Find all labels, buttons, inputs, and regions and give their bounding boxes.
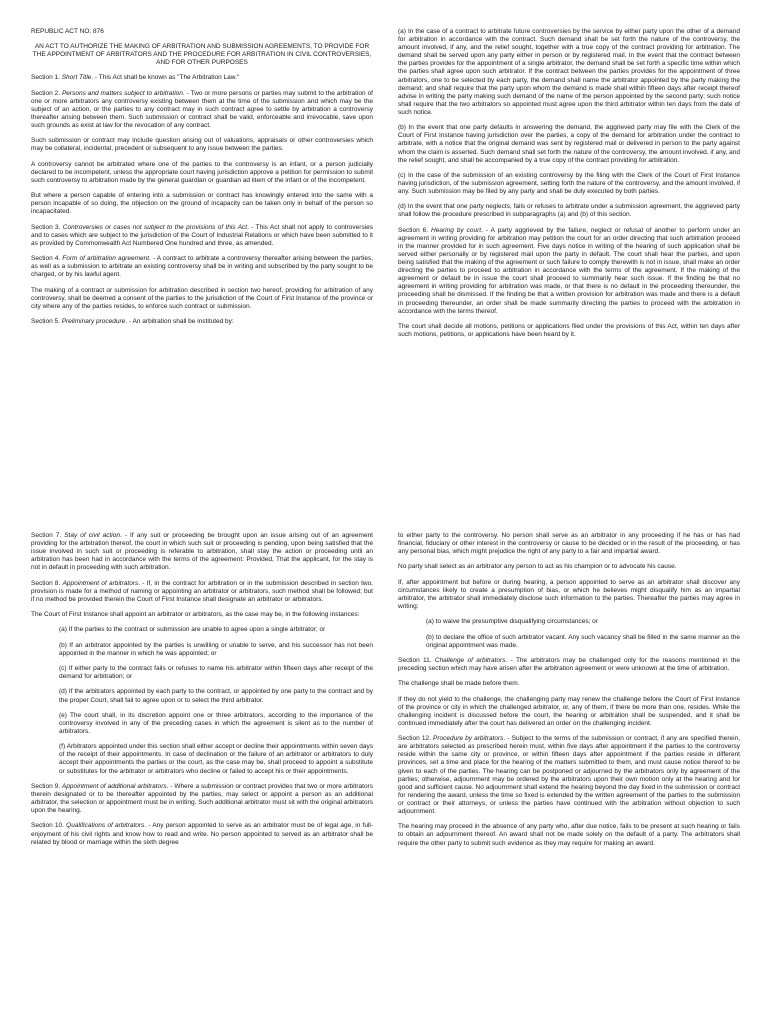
- section-number: Section 5.: [31, 318, 62, 326]
- section-heading: Hearing by court: [431, 226, 482, 234]
- text-paragraph: [59, 626, 373, 634]
- paragraph-text: . - A party aggrieved by the failure, neglect or refusal of another to perform under an agreement in writing providing for arbitration may petition the court for an order directing that such arbitration proceed in the manner provided for in such agreement. Five days notice in writing of the hearing of such application shall be served either personally or by registered mail upon the party in default. The court shall hear the parties, and upon being satisfied that the making of the agreement or such failure to comply therewith is not in issue, shall make an order directing the parties to proceed to arbitration in accordance with the terms of the agreement. If the making of the agreement or default be in issue the court shall proceed to summarily hear such issue. If the finding be that no agreement in writing providing for arbitration was made, or that there is no default in the proceeding thereunder, the proceeding shall be dismissed. If the finding be that a written provision for arbitration was made and there is a default in proceeding thereunder, an order shall be made summarily directing the parties to proceed with the arbitration in accordance with the terms thereof.: [398, 226, 740, 315]
- text-paragraph: [59, 688, 373, 704]
- section-heading: Appointment of arbitrators: [62, 579, 139, 587]
- paragraph-text: (b) to declare the office of such arbitrator vacant. Any such vacancy shall be filled in the same manner as the original appointment was made.: [426, 633, 740, 649]
- document-page-1: [0, 0, 768, 500]
- paragraph-text: (f) Arbitrators appointed under this section shall either accept or decline their appointments within seven days of the receipt of their appointments. In case of declination or the failure of an arbitrator or arbitrators to duly accept their appointments the parties or the court, as the case may be, shall proceed to appoint a substitute or substitutes for the arbitrator or arbitrators who decline or failed to accept his or their appointments.: [59, 743, 373, 775]
- text-paragraph: [398, 124, 740, 164]
- paragraph-text: . - This Act shall not apply to controversies and to cases which are subject to the jurisdiction of the Court of Industrial Relations or which have been submitted to it as provided by Commonwealth Act Numbered One hundred and three, as amended.: [31, 223, 373, 247]
- page1-right-column: [398, 28, 740, 346]
- text-paragraph: [398, 172, 740, 196]
- section-number: Section 11.: [398, 656, 435, 664]
- paragraph-text: (a) to waive the presumptive disqualifying circumstances; or: [426, 618, 598, 626]
- text-paragraph: [31, 137, 373, 153]
- section-heading: Procedure by arbitrators: [433, 735, 504, 743]
- paragraph-text: . - Any person appointed to serve as an arbitrator must be of legal age, in full-enjoyment of his civil rights and know how to read and write. No person appointed to served as an arbitrator shall be related by blood or marriage within the sixth degree: [31, 822, 374, 846]
- section-number: Section 8.: [31, 579, 63, 587]
- section-paragraph: [398, 657, 740, 673]
- paragraph-text: (c) In the case of the submission of an existing controversy by the filing with the Clerk of the Court of First Instance having jurisdiction, of the submission agreement, setting forth the nature of the controversy, and the amount involved, if any. Such submission may be filed by any party and shall be duly executed by both parties.: [398, 171, 740, 196]
- section-heading: Challenge of arbitrators: [434, 656, 506, 664]
- paragraph-text: (d) If the arbitrators appointed by each party to the contract, or appointed by one party to the contract and by the proper Court, shall fail to agree upon or to select the third arbitrator.: [59, 688, 373, 704]
- paragraph-text: (b) In the event that one party defaults in answering the demand, the aggrieved party may file with the Clerk of the Court of First Instance having jurisdiction over the parties, a copy of the demand for arbitration under the contract to arbitrate, with a notice that the original demand was sent by registered mail or delivered in person to the party against whom the claim is asserted. Such demand shall set forth the nature of the controversy, the amount involved, if any, and the relief sought, and shall be accompanied by a true copy of the contract providing for arbitration.: [398, 124, 740, 164]
- text-paragraph: [398, 28, 740, 117]
- paragraph-text: (a) In the case of a contract to arbitrate future controversies by the service by either party upon the other of a demand for arbitration in accordance with the contract. Such demand shall be set forth the nature of the controversy, the amount involved, if any, and the relief sought, together with a true copy of the contract providing for arbitration. The demand shall be served upon any party either in person or by registered mail. In the event that the contract between the parties provides for the appointment of a single arbitrator, the demand shall be set forth a specific time within which the parties shall agree upon such arbitrator. If the contract between the parties provides for the appointment of three arbitrators, one to be selected by each party, the demand shall name the arbitrator appointed by the party making the demand; and shall require that the party upon whom the demand is made shall within fifteen days after receipt thereof advise in writing the party making such demand of the name of the person appointed by the second party; such notice shall require that the two arbitrators so appointed must agree upon the third arbitrator within ten days from the date of such notice.: [398, 28, 740, 116]
- paragraph-text: . - If any suit or proceeding be brought upon an issue arising out of an agreement providing for the arbitration thereof, the court in which such suit or proceeding is pending, upon being satisfied that the issue involved in such suit or proceeding is referable to arbitration, shall stay the action or proceeding until an arbitration has been had in accordance with the terms of the agreement: Provided, That the applicant, for the stay is not in default in proceeding with such arbitration.: [31, 532, 373, 572]
- text-paragraph: [398, 680, 740, 688]
- page2-left-column: [31, 532, 373, 854]
- section-heading: Stay of civil action: [64, 532, 120, 539]
- section-heading: Qualifications of arbitrators: [66, 822, 145, 830]
- section-heading: Persons and matters subject to arbitration: [61, 89, 183, 97]
- text-paragraph: [59, 743, 373, 775]
- paragraph-text: . - If, in the contract for arbitration or in the submission described in section two, provision is made for a method of naming or appointing an arbitrator or arbitrators, such method shall be followed; but if no method be provided therein the Court of First Instance shall designate an arbitrator or arbitrators.: [31, 579, 373, 603]
- paragraph-text: The court shall decide all motions, petitions or applications filed under the provisions of this Act, within ten days after such motions, petitions, or applications have been heard by it.: [398, 322, 740, 339]
- text-paragraph: [426, 634, 740, 650]
- text-paragraph: [59, 642, 373, 658]
- section-paragraph: [398, 227, 740, 316]
- text-paragraph: [59, 712, 373, 736]
- paragraph-text: (d) In the event that one party neglects, fails or refuses to arbitrate under a submission agreement, the aggrieved party shall follow the procedure prescribed in subparagraphs (a) and (b) of this section.: [398, 203, 740, 219]
- text-paragraph: [398, 203, 740, 219]
- section-number: Section 1.: [31, 74, 62, 82]
- paragraph-text: The challenge shall be made before them.: [398, 680, 520, 688]
- page2-right-paragraphs: [398, 532, 740, 848]
- act-title: AN ACT TO AUTHORIZE THE MAKING OF ARBITRATION AND SUBMISSION AGREEMENTS, TO PROVIDE FOR THE APPOINTMENT OF ARBITRATORS AND THE PROCEDURE FOR ARBITRATION IN CIVIL CONTROVERSIES, AND FOR OTHER PURPOSES: [32, 43, 372, 67]
- paragraph-text: A controversy cannot be arbitrated where one of the parties to the controversy is an infant, or a person judicially declared to be incompetent, unless the appropriate court having jurisdiction approve a petition for permission to submit such controversy to arbitration made by the general guardian or guardian ad litem of the infant or of the incompetent.: [31, 160, 373, 184]
- page1-left-paragraphs: [31, 74, 373, 326]
- paragraph-text: . - Where a submission or contract provides that two or more arbitrators therein designated or to be thereafter appointed by the parties, may select or appoint a person as an additional arbitrator, the selection or appointment must be in writing. Such additional arbitrator must sit with the original arbitrators upon the hearing.: [31, 782, 373, 815]
- paragraph-text: (e) The court shall, in its discretion appoint one or three arbitrators, according to the importance of the controversy involved in any of the preceding cases in which the agreement is silent as to the number of arbitrators.: [59, 711, 373, 735]
- page2-left-paragraphs: [31, 532, 373, 847]
- text-paragraph: [398, 532, 740, 556]
- text-paragraph: [398, 579, 740, 611]
- section-heading: Controversies or cases not subject to the provisions of this Act: [62, 223, 248, 231]
- section-paragraph: [31, 532, 373, 572]
- page2-right-column: [398, 532, 740, 855]
- section-number: Section 9.: [31, 782, 62, 790]
- paragraph-text: No party shall select as an arbitrator any person to act as his champion or to advocate his cause.: [398, 563, 677, 571]
- paragraph-text: The Court of First Instance shall appoint an arbitrator or arbitrators, as the case may be, in the following instances:: [31, 611, 360, 619]
- paragraph-text: The making of a contract or submission for arbitration described in section two hereof, providing for arbitration of any controversy, shall be deemed a consent of the parties to the jurisdiction of the Court of First Instance of the province or city where any of the parties resides, to enforce such contract or submission.: [31, 286, 373, 310]
- text-paragraph: [398, 696, 740, 728]
- text-paragraph: [31, 192, 373, 216]
- section-paragraph: [31, 783, 373, 815]
- section-heading: Appointment of additional arbitrators: [61, 782, 167, 790]
- text-paragraph: [31, 611, 373, 619]
- paragraph-text: (c) If either party to the contract fails or refuses to name his arbitrator within fifteen days after receipt of the demand for arbitration; or: [59, 665, 373, 681]
- section-paragraph: [31, 74, 373, 82]
- section-number: Section 10.: [31, 822, 67, 830]
- section-paragraph: [31, 822, 373, 846]
- paragraph-text: to either party to the controversy. No person shall serve as an arbitrator in any proceeding if he has or has had financial, fiduciary or other interest in the controversy or cause to be decided or in the result of the proceeding, or has any personal bias, which might prejudice the right of any party to a fair and impartial award.: [398, 532, 740, 556]
- paragraph-text: . - Subject to the terms of the submission or contract, if any are specified therein, are arbitrators selected as prescribed herein must, within five days after appointment if the parties to the controversy reside within the same city or province, or within fifteen days after appointment if the parties reside in different provinces, set a time and place for the hearing of the matters submitted to them, and must cause notice thereof to be given to each of the parties. The hearing can be postponed or adjourned by the arbitrators only by agreement of the parties; otherwise, adjournment may be ordered by the arbitrators upon their own motion only at the hearing and for good and sufficient cause. No adjournment shall extend the hearing beyond the day fixed in the submission or contract for rendering the award, unless the time so fixed is extended by the written agreement of the parties to the submission or contract or their attorneys, or unless the parties have continued with the arbitration without objection to such adjournment.: [398, 735, 740, 816]
- text-paragraph: [31, 287, 373, 311]
- paragraph-text: . - This Act shall be known as "The Arbitration Law.": [91, 74, 240, 82]
- text-paragraph: [59, 665, 373, 681]
- section-paragraph: [31, 580, 373, 604]
- paragraph-text: (b) If an arbitrator appointed by the parties is unwilling or unable to serve, and his successor has not been appointed in the manner in which he was appointed; or: [59, 641, 373, 657]
- section-paragraph: [398, 735, 740, 816]
- section-heading: Form of arbitration agreement: [62, 255, 150, 263]
- paragraph-text: Such submission or contract may include question arising out of valuations, appraisals or other controversies which may be collateral, incidental, precedent or subsequent to any issue between the parties.: [31, 137, 373, 153]
- section-paragraph: [31, 318, 373, 326]
- section-number: Section 6.: [398, 226, 432, 234]
- section-heading: Short Title: [61, 74, 92, 82]
- section-paragraph: [31, 90, 373, 130]
- paragraph-text: (a) If the parties to the contract or submission are unable to agree upon a single arbitrator; or: [59, 626, 326, 634]
- page1-right-paragraphs: [398, 28, 740, 339]
- text-paragraph: [398, 323, 740, 339]
- section-number: Section 2.: [31, 89, 62, 97]
- document-page-2: [0, 520, 768, 1024]
- paragraph-text: If they do not yield to the challenge, the challenging party may renew the challenge before the Court of First Instance of the province or city in which the challenged arbitrator, or, any of them, if there be more than one, resides. While the challenging incident is discussed before the court, the hearing or arbitration shall be suspended, and it shall be continued immediately after the court has delivered an order on the challenging incident.: [398, 695, 740, 727]
- text-paragraph: [426, 618, 740, 626]
- text-paragraph: [31, 161, 373, 185]
- section-heading: Preliminary procedure: [61, 318, 126, 326]
- paragraph-text: But where a person capable of entering into a submission or contract has knowingly entered into the same with a person incapable of so doing, the objection on the ground of incapacity can be taken only in behalf of the person so incapacitated.: [31, 192, 373, 216]
- republic-act-number: REPUBLIC ACT NO. 876: [31, 28, 104, 35]
- section-number: Section 12.: [398, 735, 433, 743]
- paragraph-text: The hearing may proceed in the absence of any party who, after due notice, fails to be present at such hearing or fails to obtain an adjournment thereof. An award shall not be made solely on the default of a party. The arbitrators shall require the other party to submit such evidence as they may require for making an award.: [398, 823, 740, 847]
- text-paragraph: [398, 563, 740, 571]
- text-paragraph: [398, 823, 740, 847]
- section-number: Section 7.: [31, 532, 65, 539]
- paragraph-text: . - Two or more persons or parties may submit to the arbitration of one or more arbitrators any controversy existing between them at the time of the submission and which may be the subject of an action, or the parties to any contract may in such contract agree to settle by arbitration a controversy thereafter arising between them. Such submission or contract shall be valid, enforceable and irrevocable, save upon such grounds as exist at law for the revocation of any contract.: [31, 89, 373, 130]
- paragraph-text: . - An arbitration shall be instituted by:: [125, 318, 234, 326]
- paragraph-text: If, after appointment but before or during hearing, a person appointed to serve as an arbitrator shall discover any circumstances likely to create a presumption of bias, or which he believes might disqualify him as an impartial arbitrator, the arbitrator shall immediately disclose such information to the parties. Thereafter the parties may agree in writing:: [398, 578, 740, 611]
- paragraph-text: . - A contract to arbitrate a controversy thereafter arising between the parties, as well as a submission to arbitrate an existing controversy shall be in writing and subscribed by the party sought to be charged, or by his lawful agent.: [31, 255, 373, 279]
- section-paragraph: [31, 255, 373, 279]
- page1-left-column: [31, 28, 373, 333]
- section-number: Section 4.: [31, 255, 63, 263]
- section-paragraph: [31, 224, 373, 248]
- section-number: Section 3.: [31, 223, 63, 231]
- paragraph-text: . - The arbitrators may be challenged only for the reasons mentioned in the preceding section which may have arisen after the arbitration agreement or were unknown at the time of arbitration.: [398, 656, 740, 673]
